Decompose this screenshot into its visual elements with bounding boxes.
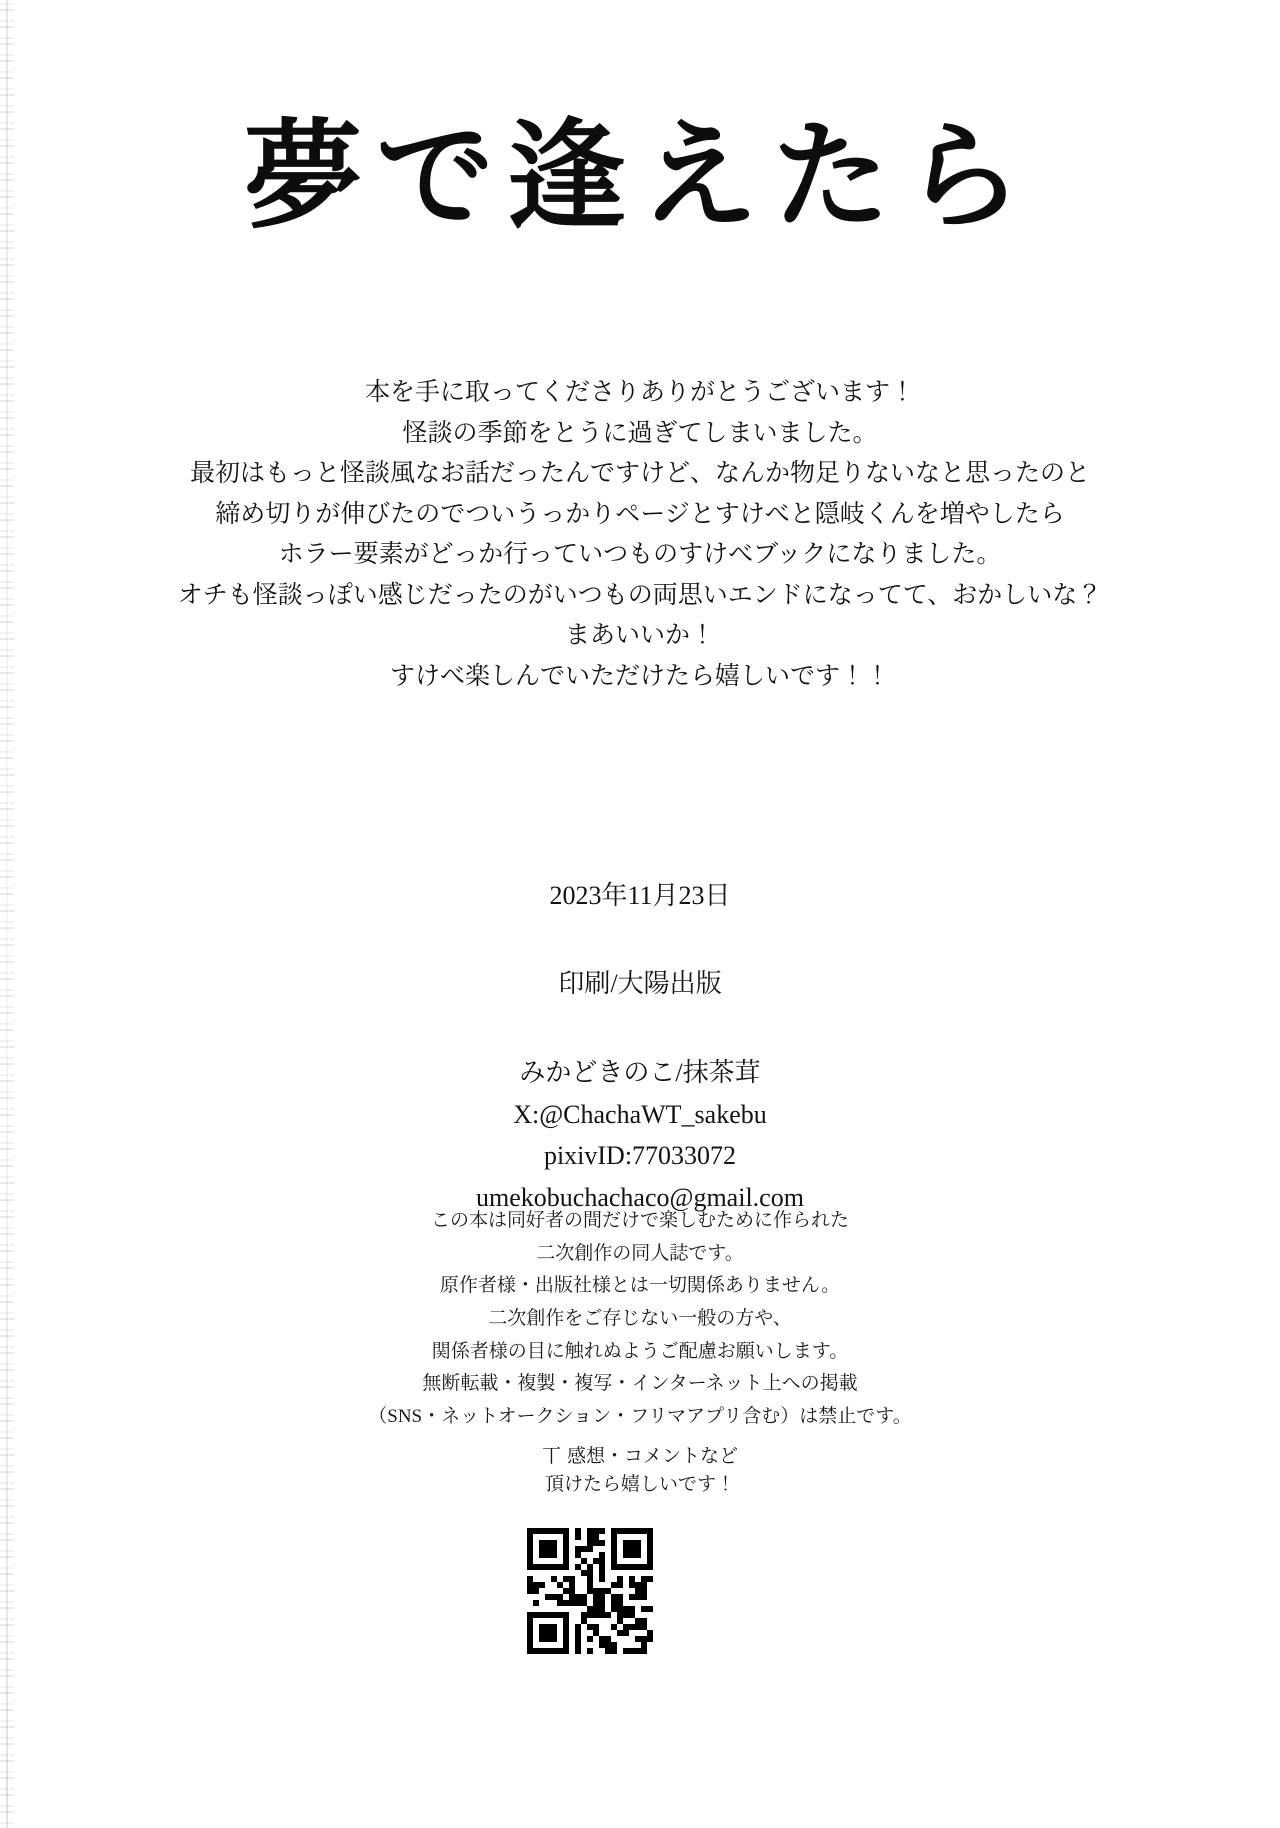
afterword-line: ホラー要素がどっか行っていつものすけべブックになりました。 xyxy=(278,539,1002,568)
legal-notice xyxy=(0,1205,1280,1434)
publication-date: 2023年11月23日 xyxy=(549,881,731,910)
author-name: みかどきのこ/抹茶茸 xyxy=(519,1058,761,1088)
qr-code-container[interactable] xyxy=(527,1528,653,1654)
notice-line: 二次創作をご存じない一般の方や、 xyxy=(488,1308,792,1330)
afterword-line: まあいいか！ xyxy=(564,620,715,649)
colophon xyxy=(0,880,1280,1219)
afterword-text xyxy=(0,372,1280,696)
author-email[interactable]: umekobuchachaco@gmail.com xyxy=(476,1182,804,1212)
afterword-line: 本を手に取ってくださりありがとうございます！ xyxy=(364,377,915,406)
afterword-line: 最初はもっと怪談風なお話だったんですけど、なんか物足りないなと思ったのと xyxy=(189,458,1090,487)
afterword-line: 怪談の季節をとうに過ぎてしまいました。 xyxy=(402,417,878,447)
notice-line: 二次創作の同人誌です。 xyxy=(536,1242,744,1264)
page-title: 夢で逢えたら xyxy=(243,107,1036,245)
notice-line: 無断転載・複製・複写・インターネット上への掲載 xyxy=(422,1373,858,1395)
afterword-line: 締め切りが伸びたのでついうっかりページとすけべと隠岐くんを増やしたら xyxy=(215,498,1065,528)
author-credits xyxy=(0,1052,1280,1218)
feedback-line: 頂けたら嬉しいです！ xyxy=(544,1472,735,1495)
notice-line: 原作者様・出版社様とは一切関係ありません。 xyxy=(439,1275,841,1297)
notice-line: 関係者様の目に触れぬようご配慮お願いします。 xyxy=(431,1340,849,1362)
afterword-line: オチも怪談っぽい感じだったのがいつもの両思いエンドになってて、おかしいな？ xyxy=(177,579,1103,609)
afterword-line: すけべ楽しんでいただけたら嬉しいです！！ xyxy=(389,660,890,690)
notice-line: （SNS・ネットオークション・フリマアプリ含む）は禁止です。 xyxy=(368,1406,912,1428)
printer-info: 印刷/大陽出版 xyxy=(558,969,722,999)
author-twitter[interactable]: X:@ChachaWT_sakebu xyxy=(513,1099,767,1129)
feedback-line: 丅 感想・コメントなど xyxy=(541,1445,739,1467)
notice-line: この本は同好者の間だけで楽しむために作られた xyxy=(430,1210,849,1231)
author-pixiv-id[interactable]: pixivID:77033072 xyxy=(543,1141,737,1171)
qr-code[interactable] xyxy=(527,1528,653,1654)
feedback-note xyxy=(0,1443,1280,1498)
